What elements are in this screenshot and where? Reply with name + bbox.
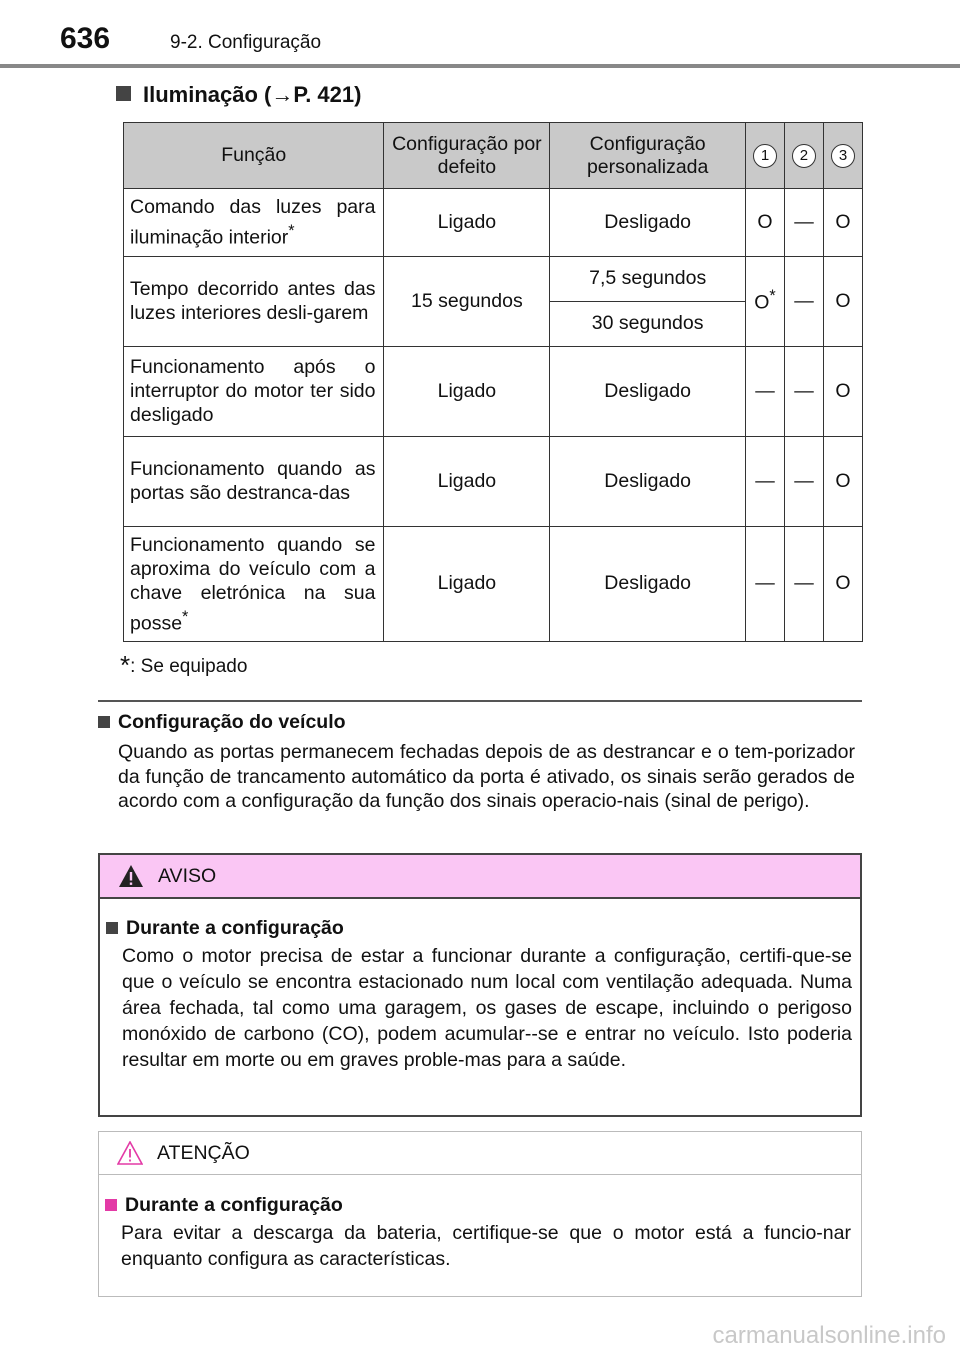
- section-title-text: Iluminação (→P. 421): [143, 82, 362, 107]
- asterisk: *: [120, 650, 131, 680]
- asterisk: *: [288, 222, 295, 240]
- row-custom: Desligado: [550, 526, 746, 642]
- table-header-row: [124, 123, 863, 189]
- row-custom: 7,5 segundos: [550, 256, 746, 301]
- row-default: Ligado: [384, 526, 550, 642]
- row-col3: O: [823, 436, 862, 526]
- asterisk: *: [769, 287, 776, 306]
- row-default: Ligado: [384, 436, 550, 526]
- row-col3: O: [823, 526, 862, 642]
- square-bullet-icon: [98, 716, 110, 728]
- row-custom: Desligado: [550, 346, 746, 436]
- settings-table: [123, 122, 863, 642]
- row-function: Tempo decorrido antes das luzes interiores desli-garem: [124, 256, 384, 346]
- warning-triangle-icon: [118, 864, 144, 888]
- asterisk: *: [182, 607, 189, 626]
- header-custom: Configuração personalizada: [550, 123, 746, 189]
- row-function: Funcionamento quando as portas são destranca-das: [124, 436, 384, 526]
- notice-label: ATENÇÃO: [157, 1142, 250, 1164]
- row-function: Comando das luzes para iluminação interior*: [124, 189, 384, 257]
- header-function: Função: [124, 123, 384, 189]
- row-col3: O: [823, 256, 862, 346]
- square-bullet-icon: [116, 86, 131, 101]
- section-title: [116, 82, 361, 108]
- section-header: 9-2. Configuração: [170, 32, 322, 53]
- warning-subtitle: Durante a configuração: [106, 917, 344, 940]
- row-function: Funcionamento após o interruptor do motor ter sido desligado: [124, 346, 384, 436]
- row-col1: O: [746, 189, 785, 257]
- row-col1: —: [746, 436, 785, 526]
- col-2-badge: 2: [792, 144, 816, 168]
- row-col1: —: [746, 346, 785, 436]
- notice-text: Para evitar a descarga da bateria, certifique-se que o motor está a funcio-nar enquanto configura as características.: [121, 1222, 851, 1270]
- table-row: [124, 526, 863, 642]
- row-col2: —: [784, 256, 823, 346]
- row-col2: —: [784, 436, 823, 526]
- col-1-badge: 1: [753, 144, 777, 168]
- table-row: [124, 346, 863, 436]
- row-default: Ligado: [384, 189, 550, 257]
- footnote: *: Se equipado: [120, 650, 248, 680]
- vehicle-config-title: Configuração do veículo: [98, 711, 346, 734]
- row-function: Funcionamento quando se aproxima do veículo com a chave eletrónica na sua posse*: [124, 526, 384, 642]
- col-3-badge: 3: [831, 144, 855, 168]
- warning-text: Como o motor precisa de estar a funcionar durante a configuração, certifi-que-se que o veículo se encontra estacionado num local com ventilação adequada. Numa área fechada, tal como uma garagem, os gases de escape, incluindo o perigoso monóxido de carbono (CO), podem acumular--se e entrar no veículo. Isto poderia resultar em morte ou em graves proble-mas para a saúde.: [122, 945, 852, 1071]
- vehicle-config-text: Quando as portas permanecem fechadas depois de as destrancar e o tem-porizador da função de trancamento automático da porta é ativado, os sinais serão gerados de acordo com a configuração da função dos sinais operacio-nais (sinal de perigo).: [118, 741, 855, 812]
- notice-header: [99, 1132, 861, 1175]
- row-default: Ligado: [384, 346, 550, 436]
- page-number: 636: [60, 22, 111, 55]
- row-col2: —: [784, 346, 823, 436]
- row-default: 15 segundos: [384, 256, 550, 346]
- watermark: carmanualsonline.info: [712, 1322, 946, 1349]
- square-bullet-icon: [106, 922, 118, 934]
- row-custom: 30 segundos: [550, 301, 746, 346]
- warning-box: [98, 853, 862, 1117]
- row-col3: O: [823, 189, 862, 257]
- header-default: Configuração por defeito: [384, 123, 550, 189]
- row-col2: —: [784, 526, 823, 642]
- row-col3: O: [823, 346, 862, 436]
- row-col1: O*: [746, 256, 785, 346]
- table-row: [124, 189, 863, 257]
- table-row: [124, 436, 863, 526]
- row-custom: Desligado: [550, 436, 746, 526]
- table-row: [124, 256, 863, 301]
- header-rule: [0, 64, 960, 68]
- notice-box: [98, 1131, 862, 1297]
- row-col1: —: [746, 526, 785, 642]
- square-bullet-icon: [105, 1199, 117, 1211]
- notice-subtitle: Durante a configuração: [105, 1194, 343, 1217]
- warning-label: AVISO: [158, 865, 217, 887]
- row-custom: Desligado: [550, 189, 746, 257]
- warning-header: [100, 855, 860, 899]
- divider: [98, 700, 862, 702]
- row-col2: —: [784, 189, 823, 257]
- caution-triangle-icon: [117, 1141, 143, 1165]
